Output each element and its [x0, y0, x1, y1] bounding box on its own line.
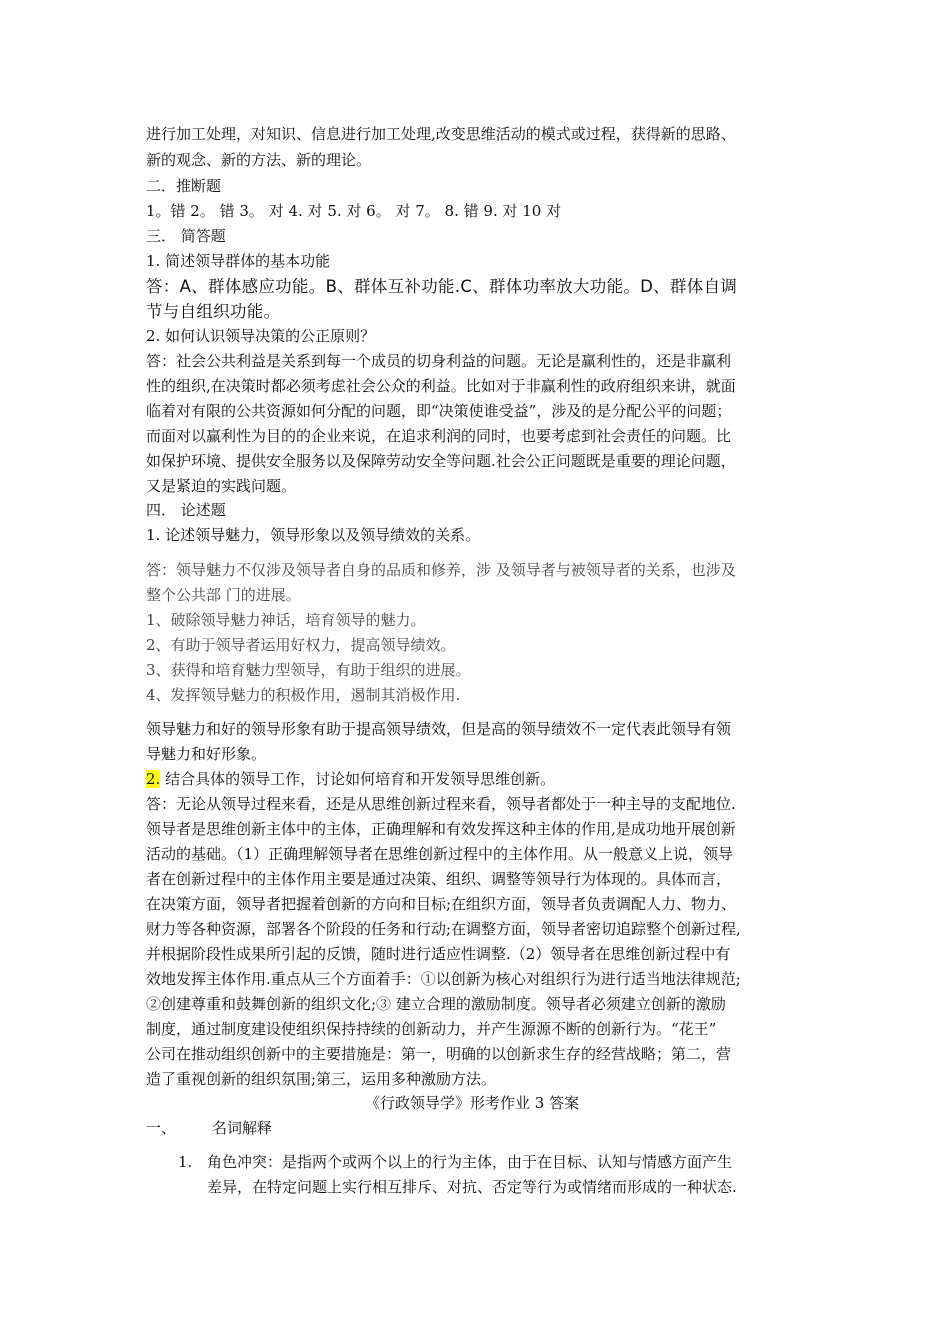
answer-3-point-1: 1、破除领导魅力神话，培育领导的魅力。	[146, 611, 426, 629]
term-1-line-2: 差异，在特定问题上实行相互排斥、对抗、否定等行为或情绪而形成的一种状态.	[207, 1178, 737, 1196]
question-1: 1. 简述领导群体的基本功能	[146, 252, 331, 270]
question-2: 2. 如何认识领导决策的公正原则？	[146, 327, 376, 345]
answer-3-line-1: 答：领导魅力不仅涉及领导者自身的品质和修养，涉 及领导者与被领导者的关系，也涉及	[146, 561, 736, 579]
answer-4-line-11: 公司在推动组织创新中的主要措施是：第一，明确的以创新求生存的经营战略；第二，营	[146, 1045, 732, 1063]
answer-4-line-2: 领导者是思维创新主体中的主体，正确理解和有效发挥这种主体的作用,是成功地开展创新	[146, 820, 736, 838]
answer-1-line-1: 答：A、群体感应功能。B、群体互补功能.C、群体功率放大功能。D、群体自调	[146, 277, 738, 296]
answer-4-line-4: 者在创新过程中的主体作用主要是通过决策、组织、调整等领导行为体现的。具体而言，	[146, 870, 732, 888]
question-4-text: 结合具体的领导工作，讨论如何培育和开发领导思维创新。	[160, 770, 556, 788]
term-1-number: 1.	[178, 1153, 193, 1171]
answer-4-line-9: ②创建尊重和鼓舞创新的组织文化;③ 建立合理的激励制度。领导者必须建立创新的激励	[146, 995, 726, 1013]
section-3-heading: 三． 简答题	[146, 227, 226, 245]
answer-4-line-10: 制度，通过制度建设使组织保持持续的创新动力，并产生源源不断的创新行为。“花王”	[146, 1020, 717, 1038]
answer-4-line-7: 并根据阶段性成果所引起的反馈，随时进行适应性调整.（2）领导者在思维创新过程中有	[146, 945, 731, 963]
term-1-line-1: 角色冲突：是指两个或两个以上的行为主体，由于在目标、认知与情感方面产生	[207, 1153, 733, 1171]
homework-3-section-1-number: 一、	[146, 1119, 177, 1137]
answer-3-line-2: 整个公共部 门的进展。	[146, 586, 301, 604]
section-4-heading: 四． 论述题	[146, 501, 226, 519]
answer-3-point-4: 4、发挥领导魅力的积极作用，遏制其消极作用.	[146, 686, 461, 704]
question-4	[146, 767, 555, 791]
question-3: 1. 论述领导魅力，领导形象以及领导绩效的关系。	[146, 526, 481, 544]
answer-4-line-8: 效地发挥主体作用.重点从三个方面着手：①以创新为核心对组织行为进行适当地法律规范;	[146, 970, 741, 988]
answer-2-line-5: 如保护环境、提供安全服务以及保障劳动安全等问题.社会公正问题既是重要的理论问题，	[146, 452, 736, 470]
answer-1-line-2: 节与自组织功能。	[146, 302, 281, 321]
answer-3-conclusion-2: 导魅力和好形象。	[146, 745, 267, 763]
section-2-heading: 二．推断题	[146, 177, 222, 195]
answer-3-conclusion-1: 领导魅力和好的领导形象有助于提高领导绩效，但是高的领导绩效不一定代表此领导有领	[146, 720, 732, 738]
answer-3-point-3: 3、获得和培育魅力型领导，有助于组织的进展。	[146, 661, 471, 679]
answer-4-line-1: 答：无论从领导过程来看，还是从思维创新过程来看，领导者都处于一种主导的支配地位.	[146, 795, 736, 813]
answer-2-line-6: 又是紧迫的实践问题。	[146, 477, 297, 495]
answer-2-line-4: 而面对以赢利性为目的的企业来说，在追求利润的同时，也要考虑到社会责任的问题。比	[146, 427, 732, 445]
section-2-answers: 1。错 2。 错 3。 对 4. 对 5. 对 6。 对 7。 8. 错 9. 对 10 对	[146, 202, 562, 220]
homework-3-title: 《行政领导学》形考作业 3 答案	[365, 1094, 580, 1112]
intro-line-1: 进行加工处理，对知识、信息进行加工处理,改变思维活动的模式或过程，获得新的思路、	[146, 125, 736, 143]
answer-2-line-2: 性的组织,在决策时都必须考虑社会公众的利益。比如对于非赢利性的政府组织来讲，就面	[146, 377, 736, 395]
homework-3-section-1-heading: 名词解释	[212, 1119, 273, 1137]
intro-line-2: 新的观念、新的方法、新的理论。	[146, 151, 372, 169]
answer-4-line-3: 活动的基础。（1）正确理解领导者在思维创新过程中的主体作用。从一般意义上说，领导	[146, 845, 734, 863]
answer-3-point-2: 2、有助于领导者运用好权力，提高领导绩效。	[146, 636, 456, 654]
question-4-number: 2.	[146, 770, 161, 788]
answer-4-line-5: 在决策方面，领导者把握着创新的方向和目标;在组织方面，领导者负责调配人力、物力、	[146, 895, 737, 913]
answer-4-line-6: 财力等各种资源，部署各个阶段的任务和行动;在调整方面，领导者密切追踪整个创新过程,	[146, 920, 741, 938]
answer-2-line-3: 临着对有限的公共资源如何分配的问题，即“决策使谁受益”，涉及的是分配公平的问题；	[146, 402, 732, 420]
answer-2-line-1: 答：社会公共利益是关系到每一个成员的切身利益的问题。无论是赢利性的，还是非赢利	[146, 352, 732, 370]
answer-4-line-12: 造了重视创新的组织氛围;第三，运用多种激励方法。	[146, 1070, 497, 1088]
